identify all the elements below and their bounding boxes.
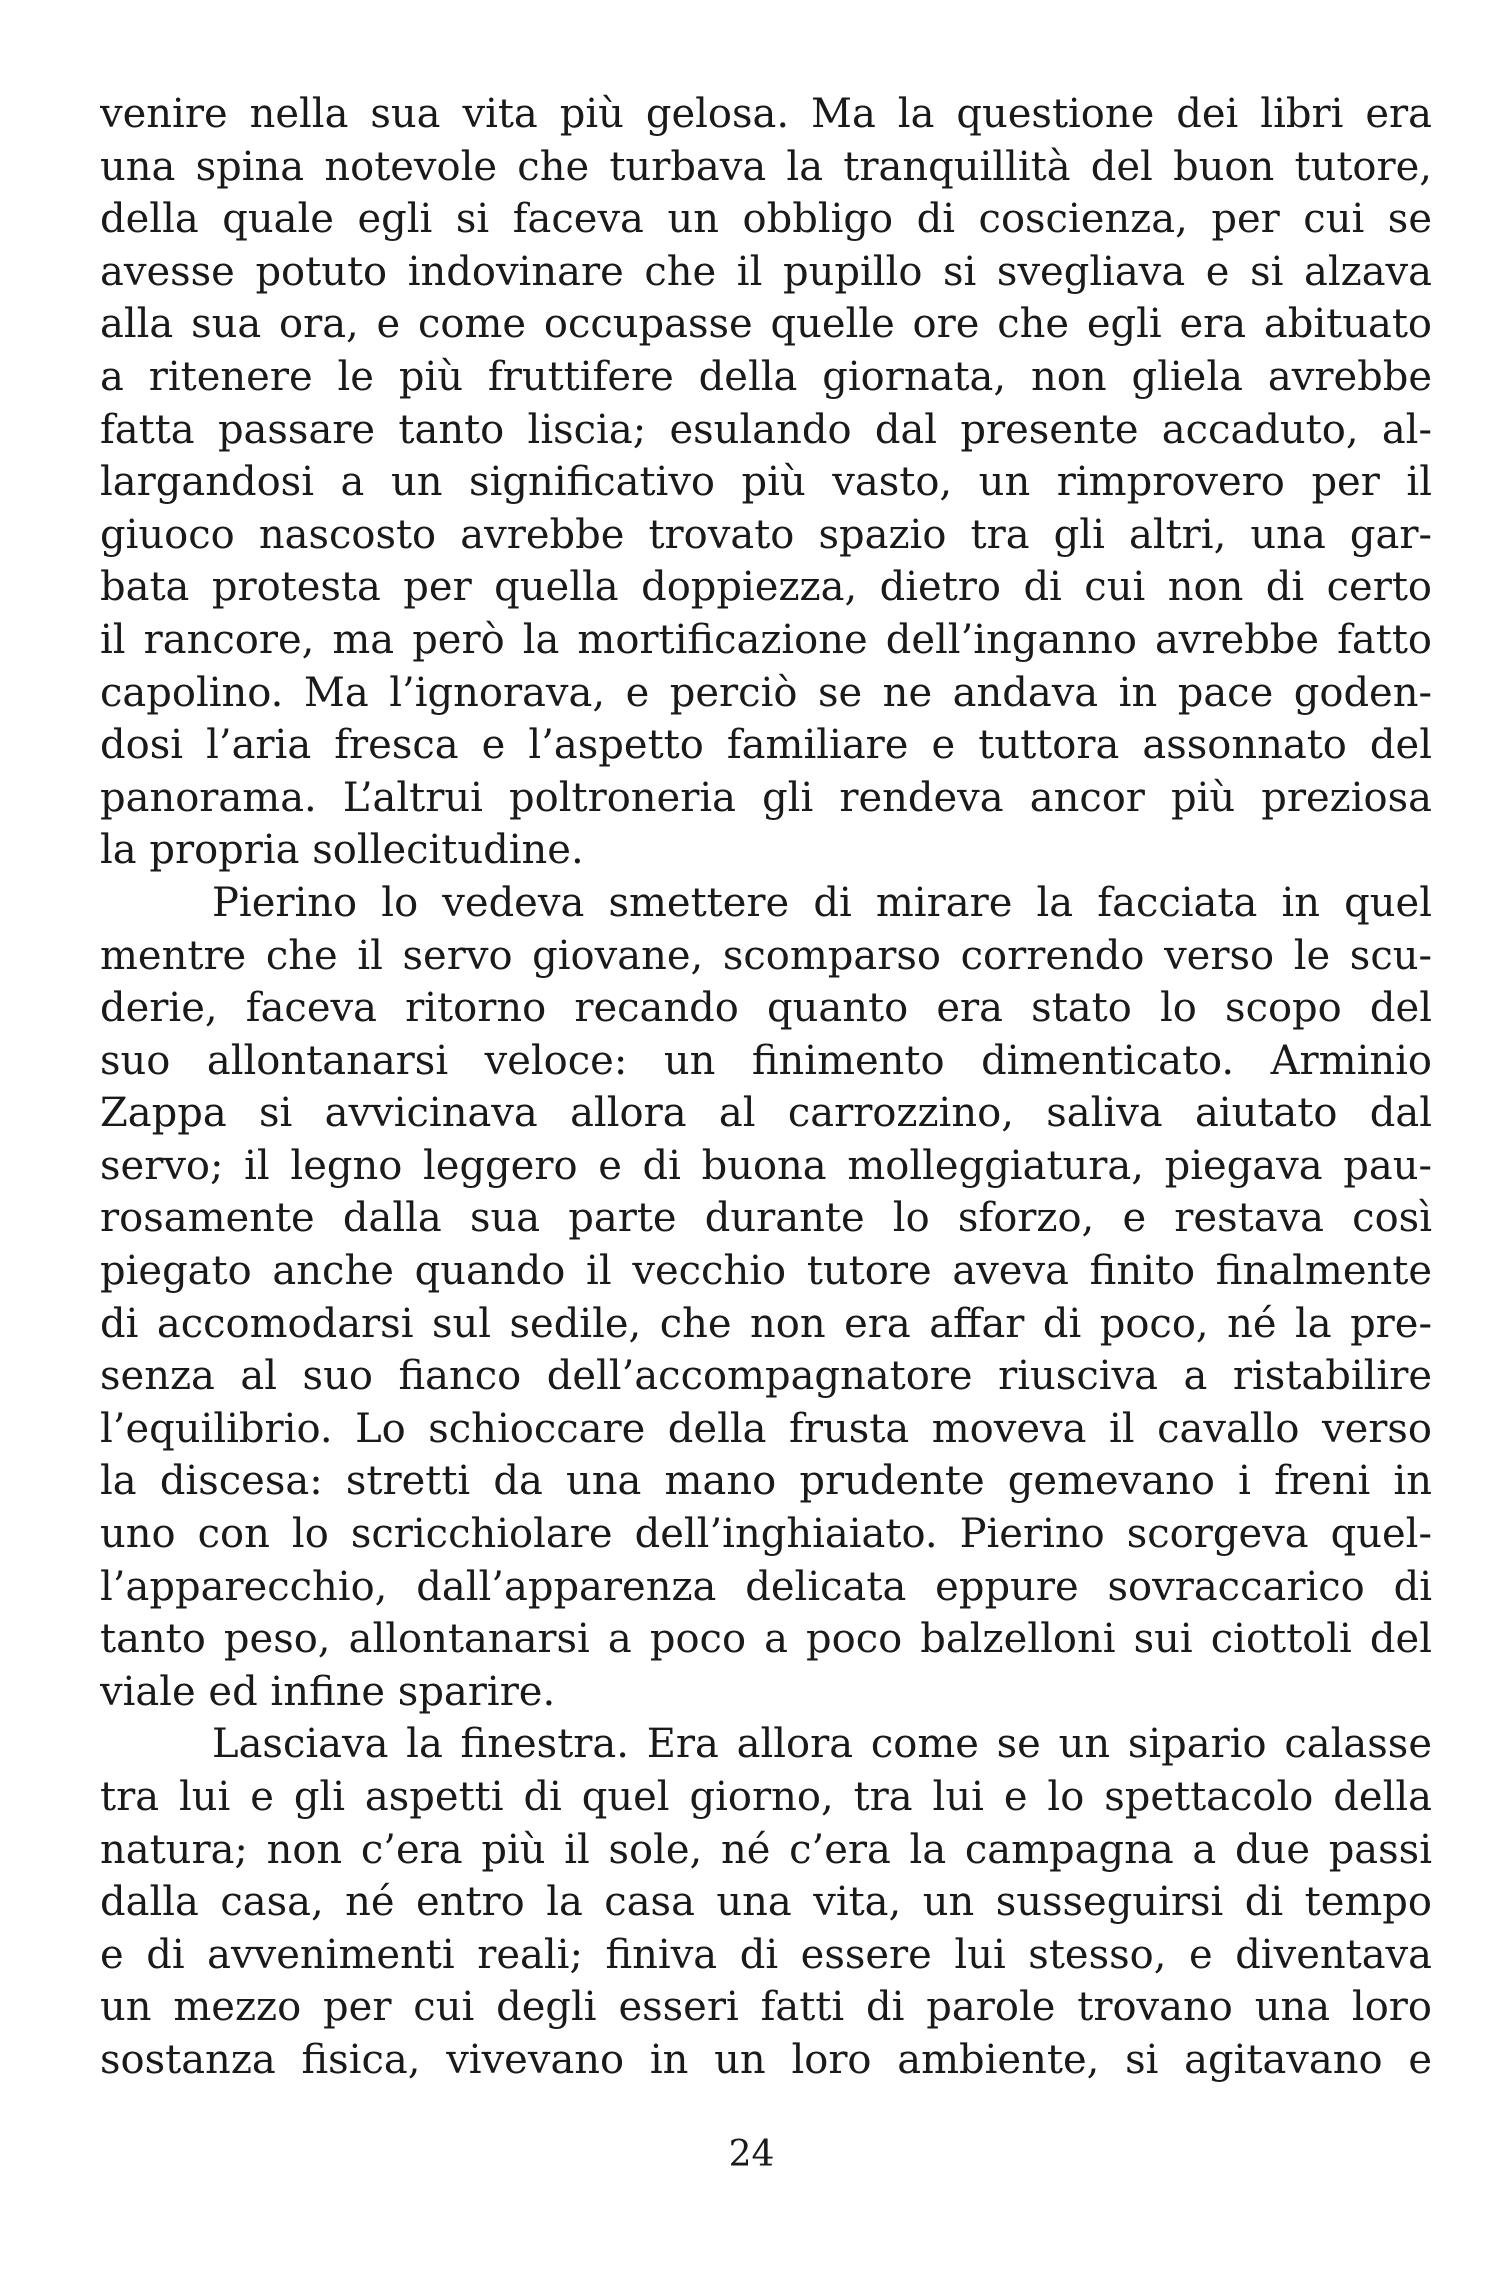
text-line: bata protesta per quella doppiezza, dietro di cui non di certo [100,564,1432,611]
paragraph-end-line: viale ed infine sparire. [100,1668,556,1715]
text-line: dosi l’aria fresca e l’aspetto familiare e tuttora assonnato del [100,722,1432,769]
text-line: panorama. L’altrui poltroneria gli rendeva ancor più preziosa [100,774,1432,821]
paragraph-end-line: la propria sollecitudine. [100,827,584,874]
text-line: largandosi a un significativo più vasto, un rimprovero per il [100,459,1432,506]
paragraph-start-line: Pierino lo vedeva smettere di mirare la facciata in quel [212,879,1432,926]
text-line: e di avvenimenti reali; finiva di essere lui stesso, e diventava [100,1931,1432,1978]
text-line: tra lui e gli aspetti di quel giorno, tra lui e lo spettacolo della [100,1774,1432,1820]
text-line: giuoco nascosto avrebbe trovato spazio tra gli altri, una gar- [100,511,1432,558]
text-line: uno con lo scricchiolare dell’inghiaiato. Pierino scorgeva quel- [100,1511,1432,1558]
text-line: tanto peso, allontanarsi a poco a poco balzelloni sui ciottoli del [100,1616,1432,1663]
text-line: piegato anche quando il vecchio tutore aveva finito finalmente [100,1248,1432,1295]
text-line: alla sua ora, e come occupasse quelle ore che egli era abituato [100,301,1432,348]
text-line: sostanza fisica, vivevano in un loro ambiente, si agitavano e [100,2036,1432,2083]
text-line: rosamente dalla sua parte durante lo sforzo, e restava così [100,1195,1432,1242]
text-line: un mezzo per cui degli esseri fatti di parole trovano una loro [100,1984,1432,2031]
text-line: dalla casa, né entro la casa una vita, un susseguirsi di tempo [100,1879,1432,1926]
text-line: senza al suo fianco dell’accompagnatore riusciva a ristabilire [100,1353,1432,1400]
text-line: il rancore, ma però la mortificazione dell’inganno avrebbe fatto [100,616,1432,663]
text-line: di accomodarsi sul sedile, che non era affar di poco, né la pre- [100,1300,1432,1347]
text-line: avesse potuto indovinare che il pupillo si svegliava e si alzava [100,248,1432,295]
text-line: capolino. Ma l’ignorava, e perciò se ne andava in pace goden- [100,669,1432,716]
text-line: della quale egli si faceva un obbligo di coscienza, per cui se [100,196,1432,243]
body-text [100,88,1432,2087]
text-line: a ritenere le più fruttifere della giornata, non gliela avrebbe [100,353,1432,400]
text-line: una spina notevole che turbava la tranquillità del buon tutore, [100,143,1432,190]
page-number: 24 [728,2134,775,2175]
text-line: la discesa: stretti da una mano prudente gemevano i freni in [100,1458,1432,1505]
text-line: l’apparecchio, dall’apparenza delicata eppure sovraccarico di [100,1563,1432,1610]
text-line: venire nella sua vita più gelosa. Ma la questione dei libri era [100,91,1432,137]
text-line: mentre che il servo giovane, scomparso correndo verso le scu- [100,932,1432,979]
text-line: derie, faceva ritorno recando quanto era stato lo scopo del [100,985,1432,1032]
text-line: Zappa si avvicinava allora al carrozzino, saliva aiutato dal [100,1090,1432,1137]
paragraph-start-line: Lasciava la finestra. Era allora come se un sipario calasse [212,1721,1432,1768]
text-line: l’equilibrio. Lo schioccare della frusta moveva il cavallo verso [100,1405,1432,1452]
text-line: natura; non c’era più il sole, né c’era la campagna a due passi [100,1826,1432,1873]
text-line: suo allontanarsi veloce: un finimento dimenticato. Arminio [100,1037,1432,1084]
text-line: servo; il legno leggero e di buona molleggiatura, piegava pau- [100,1142,1432,1189]
text-line: fatta passare tanto liscia; esulando dal presente accaduto, al- [100,406,1432,453]
